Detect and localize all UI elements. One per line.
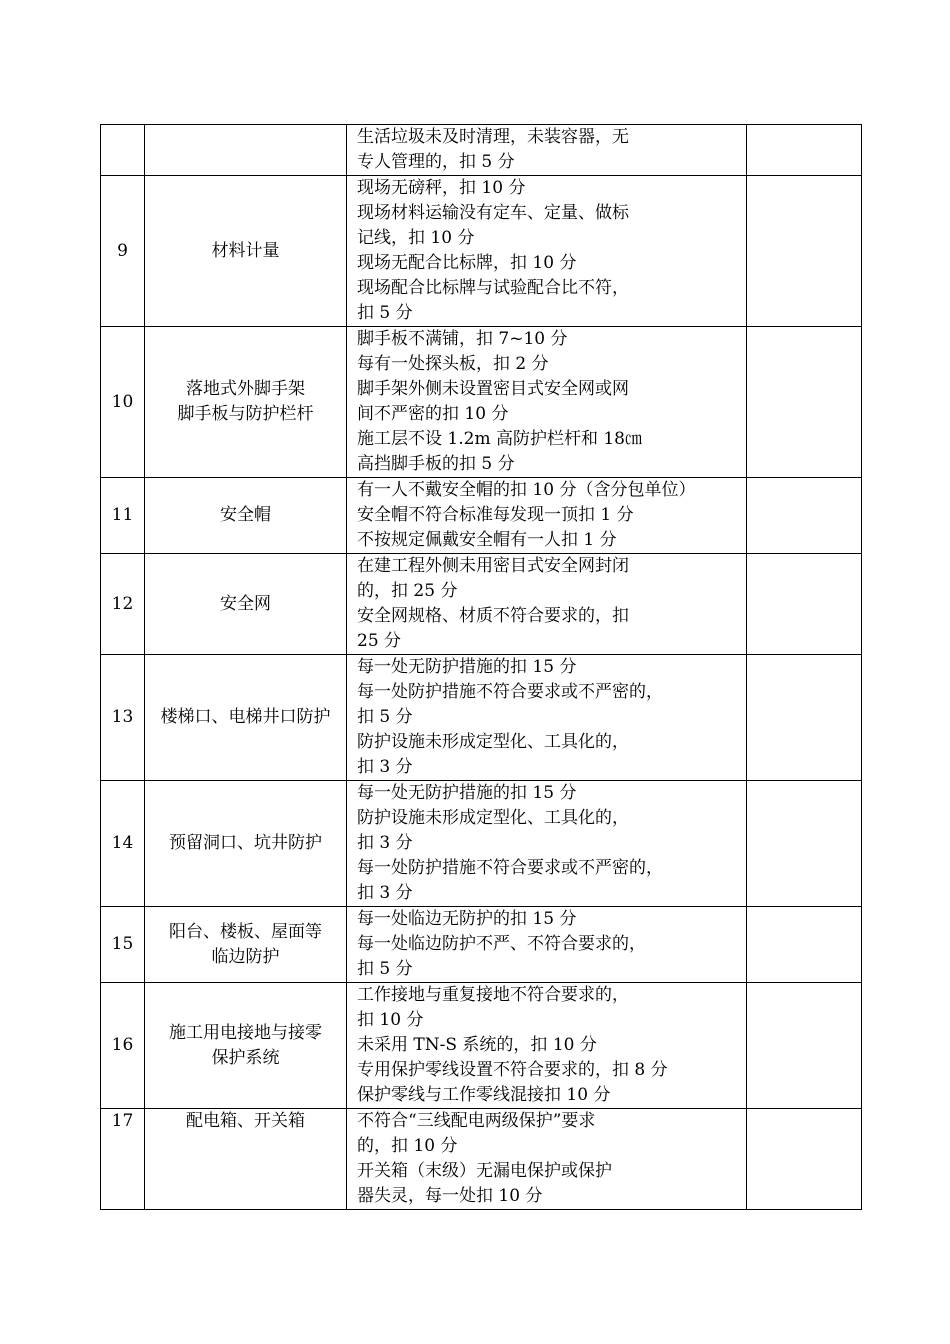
item-name — [145, 327, 347, 478]
item-name-line: 材料计量 — [211, 240, 280, 261]
item-name-line: 楼梯口、电梯井口防护 — [160, 707, 331, 727]
table-row — [101, 125, 862, 176]
rule-line: 专用保护零线设置不符合要求的，扣 8 分 — [357, 1060, 668, 1080]
rule-line: 记线，扣 10 分 — [357, 228, 475, 248]
item-name-line: 施工用电接地与接零 — [169, 1022, 322, 1043]
rule-line: 安全帽不符合标准每发现一顶扣 1 分 — [357, 505, 634, 525]
row-number: 13 — [101, 655, 145, 781]
rule-line: 生活垃圾未及时清理，未装容器，无 — [357, 127, 629, 147]
rule-line: 脚手板不满铺，扣 7~10 分 — [357, 329, 568, 349]
item-name — [145, 907, 347, 983]
rule-line: 扣 5 分 — [357, 303, 413, 323]
rule-line: 现场配合比标牌与试验配合比不符， — [357, 278, 629, 298]
rule-line: 每有一处探头板，扣 2 分 — [357, 354, 549, 374]
item-name — [145, 655, 347, 781]
rule-line: 扣 3 分 — [357, 883, 413, 903]
row-number: 16 — [101, 983, 145, 1109]
rule-line: 扣 5 分 — [357, 707, 413, 727]
rule-line: 器失灵，每一处扣 10 分 — [357, 1186, 543, 1206]
deduction-rules — [347, 907, 747, 983]
rule-line: 25 分 — [357, 631, 402, 651]
deduction-rules — [347, 176, 747, 327]
rule-line: 现场无磅秤，扣 10 分 — [357, 178, 526, 198]
deduction-rules — [347, 125, 747, 176]
table-row — [101, 327, 862, 478]
deduction-rules — [347, 1109, 747, 1210]
row-number — [101, 125, 145, 176]
score-cell — [747, 1109, 862, 1210]
score-cell — [747, 983, 862, 1109]
deduction-rules — [347, 983, 747, 1109]
row-number: 12 — [101, 554, 145, 655]
rule-line: 每一处无防护措施的扣 15 分 — [357, 783, 577, 803]
rule-line: 工作接地与重复接地不符合要求的， — [357, 985, 629, 1005]
deduction-rules — [347, 327, 747, 478]
table-row — [101, 176, 862, 327]
item-name-line: 安全网 — [220, 593, 271, 614]
rule-line: 扣 3 分 — [357, 757, 413, 777]
item-name — [145, 554, 347, 655]
rule-line: 防护设施未形成定型化、工具化的， — [357, 808, 629, 828]
deduction-rules — [347, 478, 747, 554]
rule-line: 每一处防护措施不符合要求或不严密的， — [357, 682, 663, 702]
row-number: 9 — [101, 176, 145, 327]
score-cell — [747, 478, 862, 554]
item-name — [145, 125, 347, 176]
score-cell — [747, 781, 862, 907]
table-row — [101, 1109, 862, 1210]
item-name-line: 脚手板与防护栏杆 — [177, 404, 314, 424]
rule-line: 现场材料运输没有定车、定量、做标 — [357, 203, 629, 223]
item-name — [145, 781, 347, 907]
score-cell — [747, 907, 862, 983]
score-cell — [747, 655, 862, 781]
row-number: 15 — [101, 907, 145, 983]
item-name-line: 预留洞口、坑井防护 — [169, 833, 322, 853]
rule-line: 防护设施未形成定型化、工具化的， — [357, 732, 629, 752]
row-number: 10 — [101, 327, 145, 478]
row-number: 11 — [101, 478, 145, 554]
rule-line: 不符合“三线配电两级保护”要求 — [357, 1111, 596, 1131]
rule-line: 现场无配合比标牌，扣 10 分 — [357, 253, 577, 273]
item-name-line: 落地式外脚手架 — [186, 379, 305, 399]
item-name-line: 阳台、楼板、屋面等 — [169, 921, 322, 942]
item-name-line: 配电箱、开关箱 — [186, 1111, 305, 1131]
table-row — [101, 478, 862, 554]
row-number: 17 — [101, 1109, 145, 1210]
table-row — [101, 655, 862, 781]
score-cell — [747, 125, 862, 176]
rule-line: 每一处防护措施不符合要求或不严密的， — [357, 858, 663, 878]
deduction-rules — [347, 781, 747, 907]
rule-line: 每一处无防护措施的扣 15 分 — [357, 657, 577, 677]
rule-line: 有一人不戴安全帽的扣 10 分（含分包单位） — [357, 480, 696, 500]
item-name-line: 临边防护 — [211, 946, 280, 967]
deduction-rules — [347, 554, 747, 655]
rule-line: 未采用 TN-S 系统的，扣 10 分 — [357, 1035, 597, 1055]
rule-line: 的，扣 10 分 — [357, 1136, 458, 1156]
item-name — [145, 1109, 347, 1210]
table-row — [101, 983, 862, 1109]
rule-line: 不按规定佩戴安全帽有一人扣 1 分 — [357, 530, 617, 550]
rule-line: 专人管理的，扣 5 分 — [357, 152, 515, 172]
rule-line: 高挡脚手板的扣 5 分 — [357, 454, 515, 474]
rule-line: 安全网规格、材质不符合要求的，扣 — [357, 606, 629, 626]
rule-line: 的，扣 25 分 — [357, 581, 458, 601]
table-row — [101, 907, 862, 983]
rule-line: 开关箱（末级）无漏电保护或保护 — [357, 1161, 612, 1181]
score-cell — [747, 176, 862, 327]
rule-line: 保护零线与工作零线混接扣 10 分 — [357, 1085, 611, 1105]
score-cell — [747, 554, 862, 655]
item-name — [145, 983, 347, 1109]
rule-line: 在建工程外侧未用密目式安全网封闭 — [357, 556, 629, 576]
deduction-rules — [347, 655, 747, 781]
rule-line: 间不严密的扣 10 分 — [357, 404, 509, 424]
table-body — [101, 125, 862, 1210]
table-row — [101, 781, 862, 907]
rule-line: 扣 5 分 — [357, 959, 413, 979]
item-name — [145, 176, 347, 327]
rule-line: 脚手架外侧未设置密目式安全网或网 — [357, 379, 629, 399]
rule-line: 扣 10 分 — [357, 1010, 424, 1030]
item-name-line: 安全帽 — [220, 505, 271, 525]
table-row — [101, 554, 862, 655]
rule-line: 扣 3 分 — [357, 833, 413, 853]
item-name — [145, 478, 347, 554]
inspection-table — [100, 124, 862, 1210]
rule-line: 施工层不设 1.2m 高防护栏杆和 18㎝ — [357, 429, 642, 449]
row-number: 14 — [101, 781, 145, 907]
rule-line: 每一处临边防护不严、不符合要求的， — [357, 934, 646, 954]
rule-line: 每一处临边无防护的扣 15 分 — [357, 909, 577, 929]
score-cell — [747, 327, 862, 478]
item-name-line: 保护系统 — [211, 1047, 280, 1068]
